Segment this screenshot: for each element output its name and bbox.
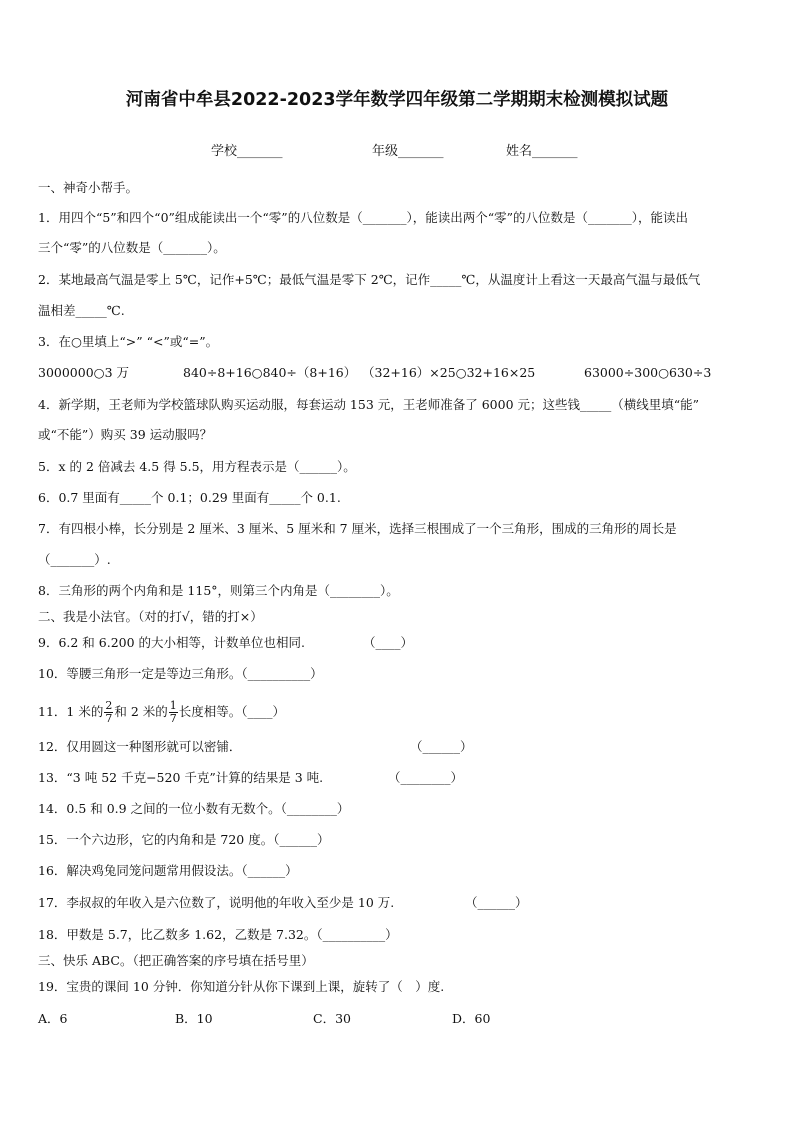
question-12: 12．仅用圆这一种图形就可以密铺． bbox=[38, 739, 242, 754]
question-2-line-2: 温相差_____℃. bbox=[38, 303, 125, 318]
section-heading-3: 三、快乐 ABC。（把正确答案的序号填在括号里） bbox=[38, 953, 314, 968]
question-8: 8．三角形的两个内角和是 115°，则第三个内角是（________）。 bbox=[38, 583, 399, 598]
question-19-option-c: C．30 bbox=[313, 1011, 351, 1026]
fraction-denominator: 7 bbox=[105, 712, 113, 725]
fraction-one-seventh bbox=[169, 700, 178, 725]
section-heading-1: 一、神奇小帮手。 bbox=[38, 180, 139, 195]
question-19-option-b: B．10 bbox=[175, 1011, 213, 1026]
question-7-line-1: 7．有四根小棒，长分别是 2 厘米、3 厘米、5 厘米和 7 厘米，选择三根围成了一个三角形，围成的三角形的周长是 bbox=[38, 521, 677, 536]
fraction-two-sevenths bbox=[104, 700, 113, 725]
question-6: 6．0.7 里面有_____个 0.1；0.29 里面有_____个 0.1. bbox=[38, 490, 341, 505]
fraction-numerator: 2 bbox=[105, 699, 113, 712]
question-11-prefix: 11．1 米的 bbox=[38, 704, 104, 719]
question-4-line-1: 4．新学期，王老师为学校篮球队购买运动服，每套运动 153 元，王老师准备了 6000 元；这些钱_____（横线里填“能” bbox=[38, 397, 700, 412]
question-3-item-2: 840÷8+16○840÷（8+16） bbox=[183, 365, 357, 380]
question-1-line-1: 1．用四个“5”和四个“0”组成能读出一个“零”的八位数是（_______），能读出两个“零”的八位数是（_______），能读出 bbox=[38, 210, 688, 225]
question-5: 5．x 的 2 倍减去 4.5 得 5.5，用方程表示是（______）。 bbox=[38, 459, 356, 474]
school-field: 学校_______ bbox=[211, 144, 283, 159]
question-19-option-a: A．6 bbox=[38, 1011, 68, 1026]
question-17-answer-blank: （______） bbox=[465, 895, 528, 910]
question-15: 15．一个六边形，它的内角和是 720 度。（______） bbox=[38, 832, 330, 847]
question-13: 13．“3 吨 52 千克−520 千克”计算的结果是 3 吨. bbox=[38, 770, 324, 785]
question-3: 3．在○里填上“>” “<”或“=”。 bbox=[38, 334, 219, 349]
question-3-item-3: （32+16）×25○32+16×25 bbox=[362, 365, 536, 380]
section-heading-2: 二、我是小法官。（对的打√，错的打×） bbox=[38, 609, 263, 624]
question-11 bbox=[38, 700, 285, 725]
question-11-suffix: 长度相等。（____） bbox=[178, 704, 286, 719]
question-19-option-d: D．60 bbox=[452, 1011, 491, 1026]
fraction-numerator: 1 bbox=[169, 699, 177, 712]
grade-field: 年级_______ bbox=[372, 144, 444, 159]
question-1-line-2: 三个“零”的八位数是（_______）。 bbox=[38, 240, 226, 255]
question-14: 14．0.5 和 0.9 之间的一位小数有无数个。（________） bbox=[38, 801, 350, 816]
name-field: 姓名_______ bbox=[506, 144, 578, 159]
page-title: 河南省中牟县2022-2023学年数学四年级第二学期期末检测模拟试题 bbox=[125, 90, 669, 110]
question-9-answer-blank: （____） bbox=[363, 635, 414, 650]
question-16: 16．解决鸡兔同笼问题常用假设法。（______） bbox=[38, 863, 298, 878]
question-2-line-1: 2．某地最高气温是零上 5℃，记作+5℃；最低气温是零下 2℃，记作_____℃，从温度计上看这一天最高气温与最低气 bbox=[38, 272, 701, 287]
question-7-line-2: （_______）. bbox=[38, 552, 111, 567]
question-9: 9．6.2 和 6.200 的大小相等，计数单位也相同. bbox=[38, 635, 306, 650]
fraction-denominator: 7 bbox=[169, 712, 177, 725]
question-10: 10．等腰三角形一定是等边三角形。（__________） bbox=[38, 666, 323, 681]
question-3-item-1: 3000000○3 万 bbox=[38, 365, 130, 380]
question-3-item-4: 63000÷300○630÷3 bbox=[584, 365, 712, 380]
question-13-answer-blank: （________） bbox=[388, 770, 464, 785]
question-18: 18．甲数是 5.7，比乙数多 1.62，乙数是 7.32。（__________） bbox=[38, 927, 398, 942]
question-12-answer-blank: （______） bbox=[410, 739, 473, 754]
question-11-middle: 和 2 米的 bbox=[114, 704, 168, 719]
question-19: 19．宝贵的课间 10 分钟．你知道分针从你下课到上课，旋转了（ ）度. bbox=[38, 979, 445, 994]
question-4-line-2: 或“不能”）购买 39 运动服吗？ bbox=[38, 427, 213, 442]
question-17: 17．李叔叔的年收入是六位数了，说明他的年收入至少是 10 万. bbox=[38, 895, 395, 910]
